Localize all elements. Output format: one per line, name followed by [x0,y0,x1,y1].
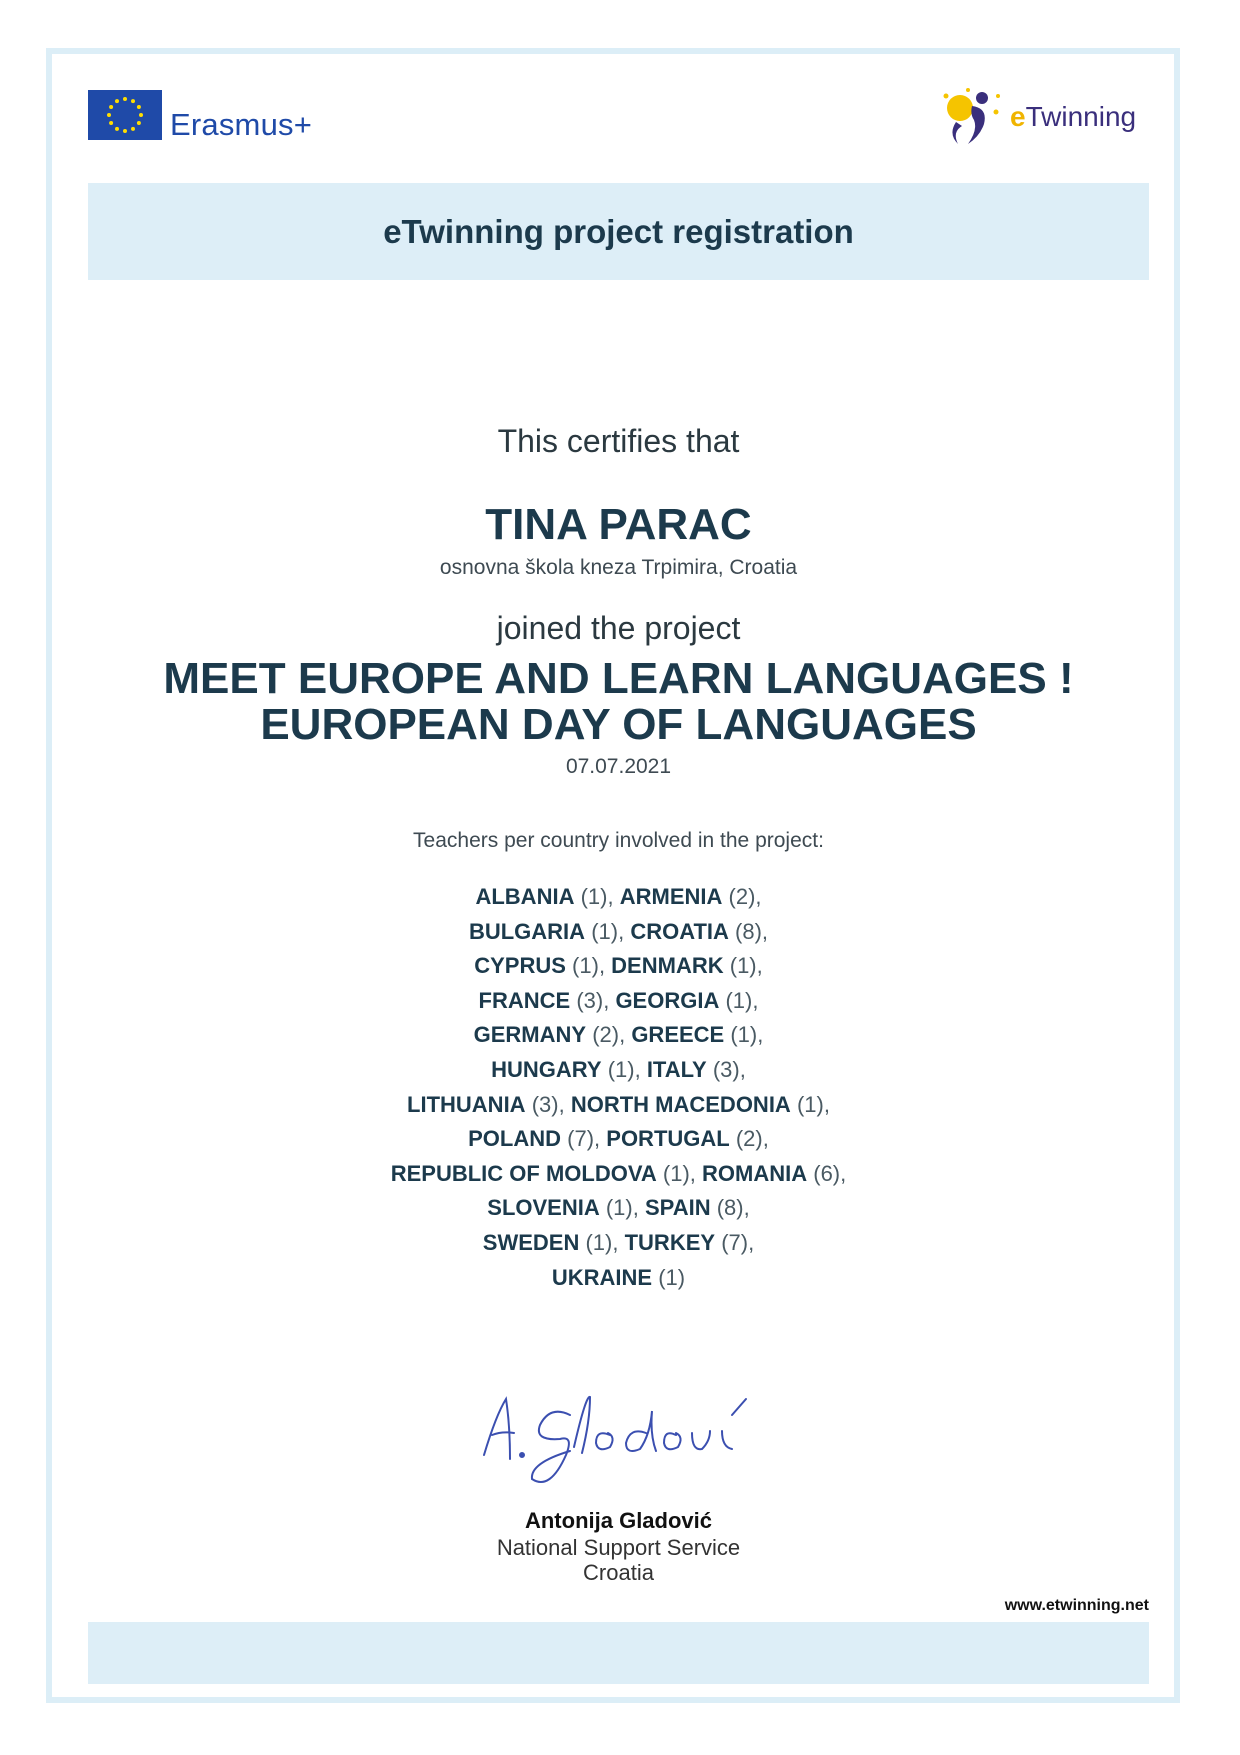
country-list [88,880,1149,1295]
country-name: PORTUGAL [606,1126,730,1152]
country-name: ARMENIA [619,884,723,909]
recipient-name: TINA PARAC [485,500,752,549]
country-name: ITALY [646,1056,707,1082]
country-name: GREECE [631,1022,725,1048]
project-title [88,656,1149,748]
country-name: ROMANIA [702,1160,808,1186]
country-count: (2) [735,1126,763,1152]
country-name: ALBANIA [475,884,575,909]
erasmus-logo [88,87,312,143]
country-count: (2) [592,1022,620,1048]
country-line: CYPRUS (1), DENMARK (1), [474,953,763,979]
country-count: (1) [729,953,757,979]
country-name: BULGARIA [468,918,586,944]
country-line: SWEDEN (1), TURKEY (7), [482,1229,755,1255]
country-name: SWEDEN [482,1229,580,1255]
country-name: SLOVENIA [487,1195,600,1221]
project-title-line-1: MEET EUROPE AND LEARN LANGUAGES ! [163,654,1074,703]
country-name: SPAIN [644,1195,711,1221]
country-count: (7) [721,1229,749,1255]
country-count: (1) [607,1056,635,1082]
country-line: HUNGARY (1), ITALY (3), [491,1056,746,1082]
certifies-text: This certifies that [497,423,740,459]
country-count: (7) [567,1126,595,1152]
country-count: (6) [813,1160,841,1186]
country-name: FRANCE [478,987,571,1013]
country-count: (1) [591,918,619,944]
country-count: (2) [728,884,756,909]
country-count: (3) [531,1091,559,1117]
country-count: (1) [605,1195,633,1221]
country-name: DENMARK [611,953,724,979]
erasmus-wordmark: Erasmus+ [170,107,313,142]
signature-image [470,1355,770,1500]
etwinning-url: www.etwinning.net [1004,1597,1149,1614]
etwinning-figures-icon [938,86,1006,148]
country-line: GERMANY (2), GREECE (1), [473,1022,764,1048]
country-count: (1) [585,1229,613,1255]
eu-star-icon [115,127,119,131]
eu-star-icon [131,99,135,103]
country-name: CYPRUS [474,953,566,979]
etwinning-wordmark: eTwinning [1010,101,1137,132]
country-name: UKRAINE [551,1264,653,1290]
header-band [88,183,1149,280]
eu-star-icon [137,105,141,109]
project-title-line-2: EUROPEAN DAY OF LANGUAGES [260,700,977,749]
country-count: (1) [730,1022,758,1048]
country-name: REPUBLIC OF MOLDOVA [390,1160,657,1186]
eu-star-icon [139,113,143,117]
country-name: TURKEY [624,1229,716,1255]
country-count: (1) [725,987,753,1013]
joined-text: joined the project [496,610,741,646]
country-line: LITHUANIA (3), NORTH MACEDONIA (1), [407,1091,830,1117]
etwinning-logo [938,86,1136,148]
eu-star-icon [109,121,113,125]
country-name: GERMANY [473,1022,587,1048]
country-count: (1) [580,884,608,909]
signer-organisation [88,1535,1149,1585]
country-line: POLAND (7), PORTUGAL (2), [468,1126,769,1152]
country-count: (1) [662,1160,690,1186]
signer-name: Antonija Gladović [524,1508,713,1533]
eu-flag-icon [88,90,162,140]
country-name: NORTH MACEDONIA [570,1091,791,1117]
country-count: (3) [712,1056,740,1082]
country-name: GEORGIA [615,987,720,1013]
country-line [88,1261,1149,1296]
recipient-school: osnovna škola kneza Trpimira, Croatia [439,556,798,579]
country-line: BULGARIA (1), CROATIA (8), [468,918,769,944]
country-count: (3) [576,987,604,1013]
signer-country: Croatia [583,1560,654,1585]
country-name: LITHUANIA [407,1091,526,1117]
country-count: (1) [658,1264,686,1290]
footer-band [88,1622,1149,1684]
project-date: 07.07.2021 [565,755,672,778]
country-count: (1) [572,953,599,979]
eu-star-icon [131,127,135,131]
country-name: CROATIA [630,918,729,944]
country-line: REPUBLIC OF MOLDOVA (1), ROMANIA (6), [390,1160,847,1186]
country-count: (8) [735,918,762,944]
eu-star-icon [109,105,113,109]
country-name: POLAND [468,1126,562,1152]
country-line: FRANCE (3), GEORGIA (1), [478,987,759,1013]
country-count: (8) [716,1195,744,1221]
country-name: HUNGARY [491,1056,602,1082]
eu-star-icon [115,99,119,103]
eu-star-icon [123,129,127,133]
country-line: ALBANIA (1), ARMENIA (2), [475,884,762,909]
teachers-label: Teachers per country involved in the project: [413,829,824,852]
signer-service: National Support Service [496,1535,741,1560]
eu-star-icon [123,97,127,101]
eu-star-icon [137,121,141,125]
country-count: (1) [796,1091,824,1117]
page-title: eTwinning project registration [383,212,854,250]
country-line: SLOVENIA (1), SPAIN (8), [487,1195,750,1221]
eu-star-icon [107,113,111,117]
